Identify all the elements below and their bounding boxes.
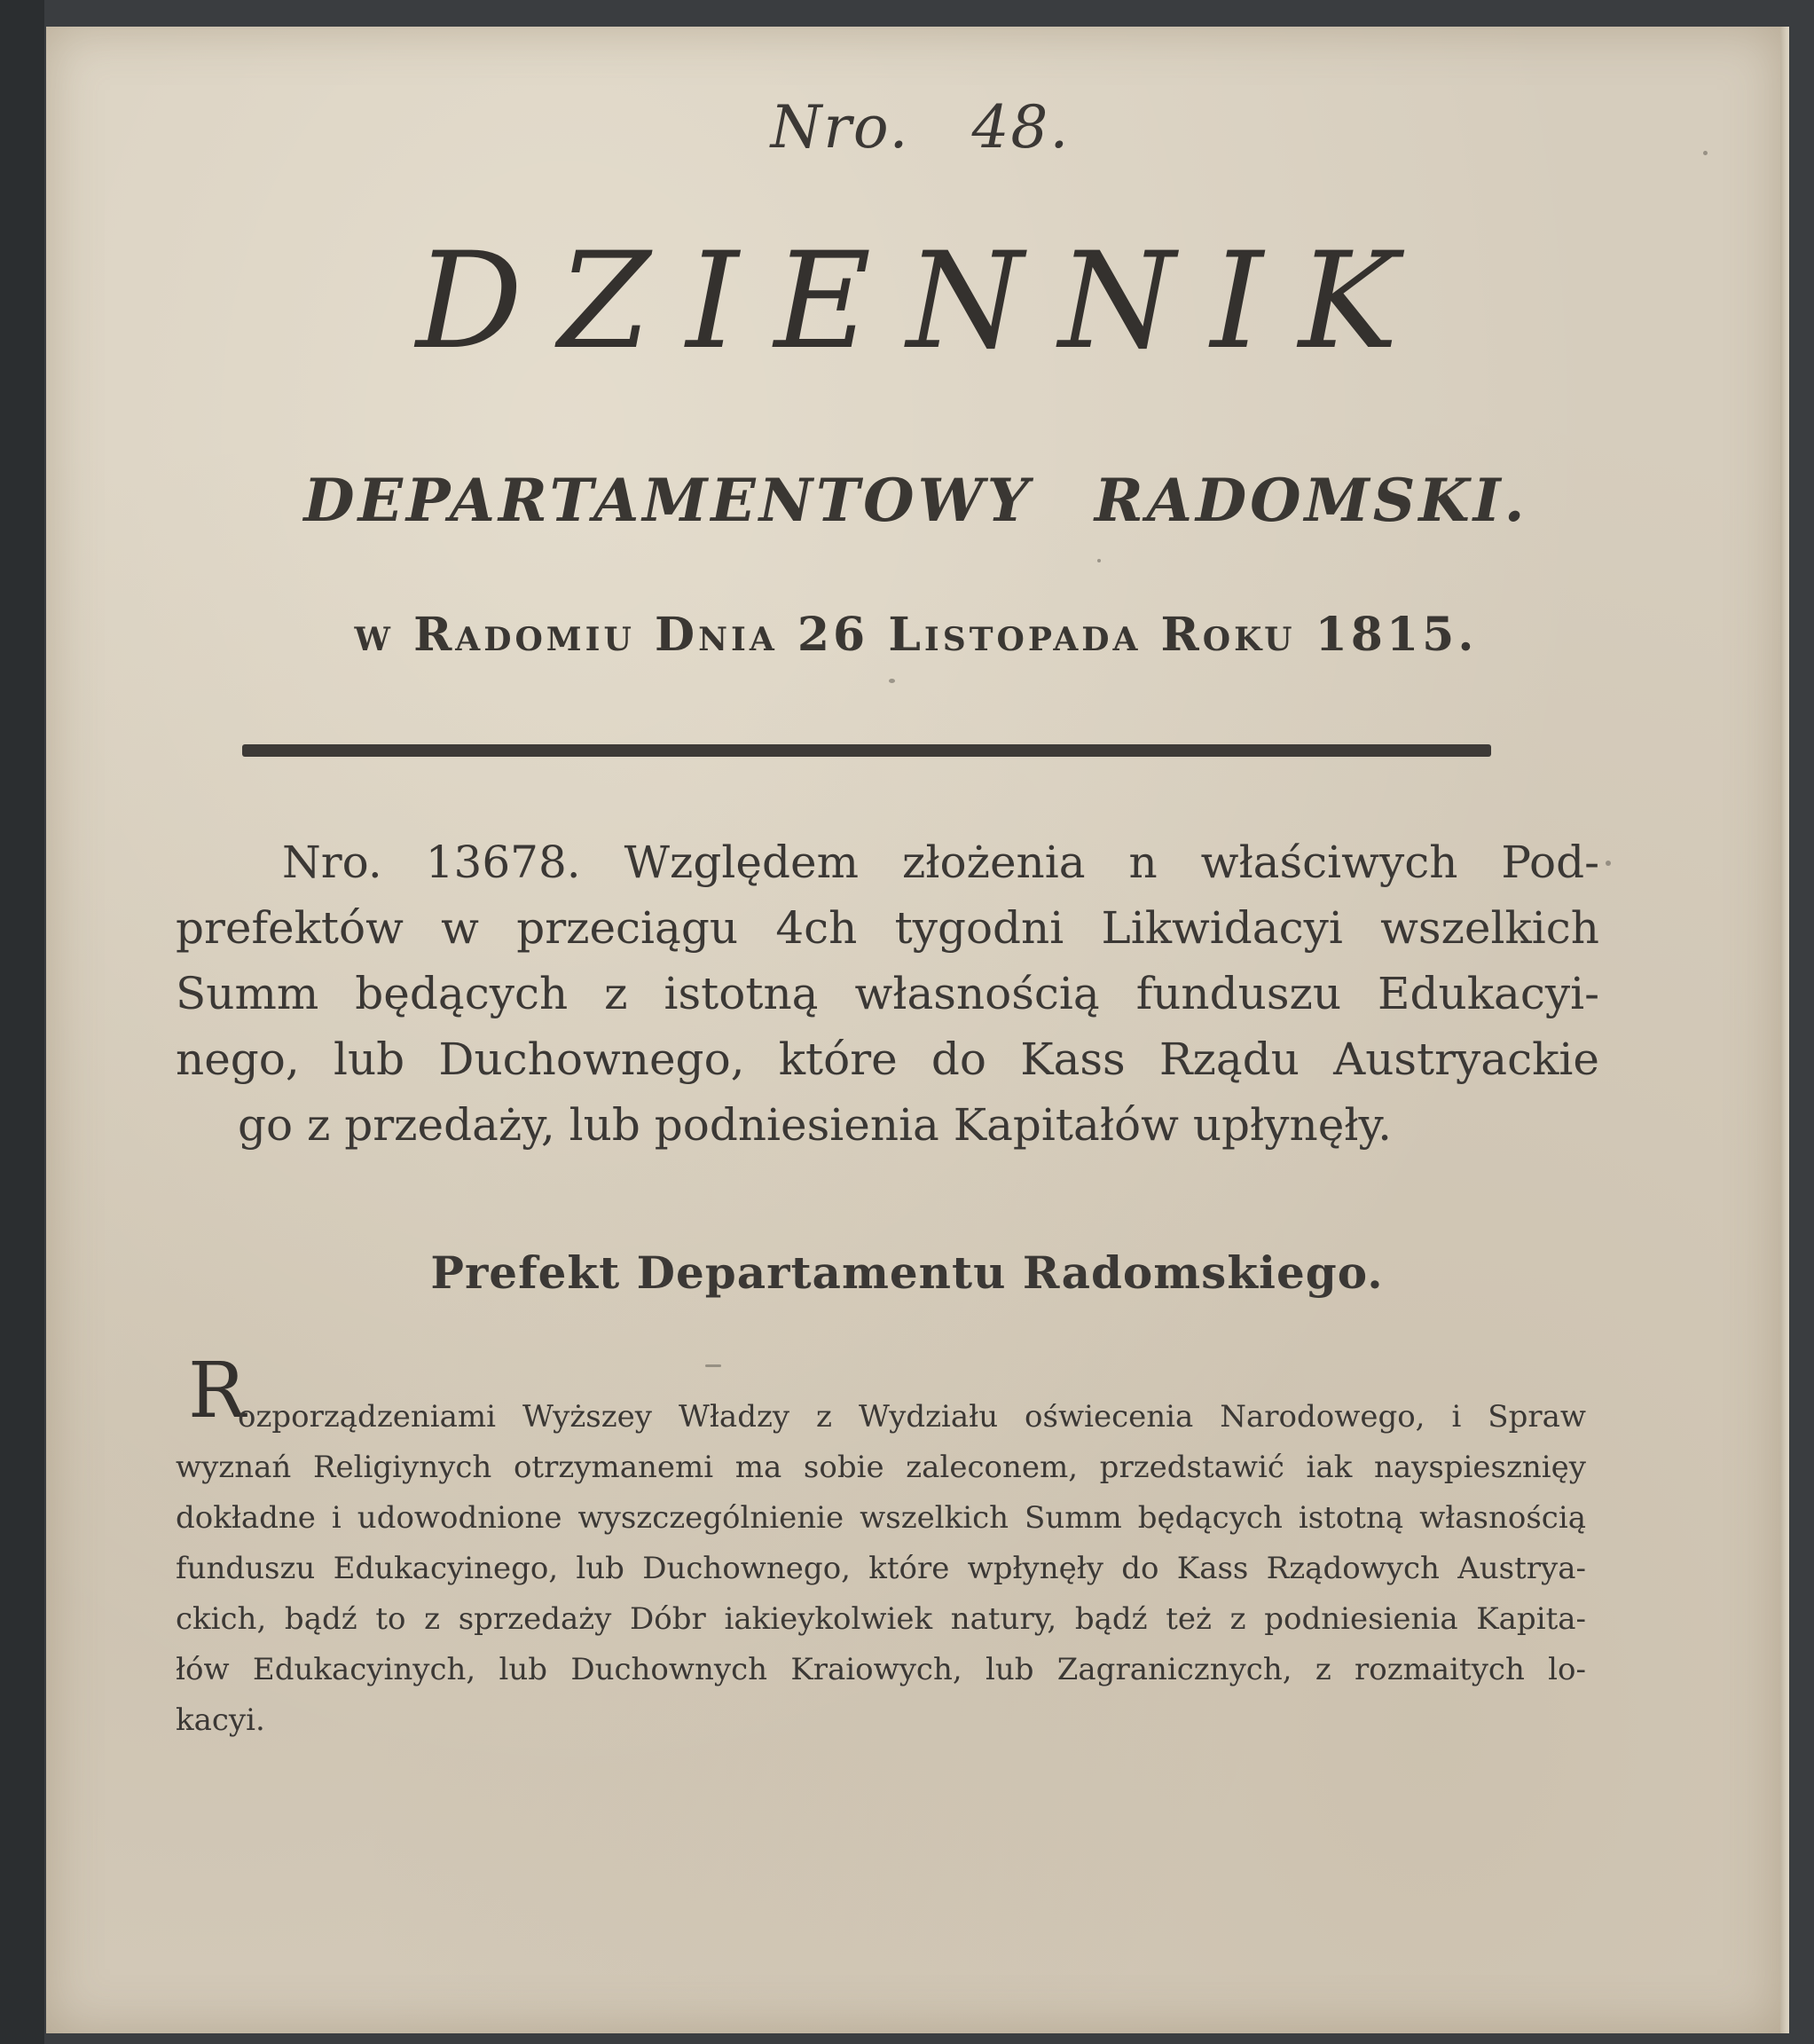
paper-speck	[889, 679, 895, 683]
notice-line: Nro. 13678. Względem złożenia n właściwych Pod-	[282, 837, 1599, 888]
ordinance-line: ozporządzeniami Wyższey Władzy z Wydziału oświecenia Narodowego, i Spraw	[238, 1399, 1586, 1435]
ordinance-line: ckich, bądź to z sprzedaży Dóbr iakieykolwiek natury, bądź też z podniesienia Kapita-	[176, 1601, 1586, 1637]
notice-paragraph	[176, 829, 1599, 1158]
paper-speck	[705, 1364, 721, 1367]
issue-number-value: 48.	[971, 93, 1071, 161]
ordinance-line: dokładne i udowodnione wyszczególnienie wszelkich Summ będących istotną własnością	[176, 1500, 1586, 1536]
ordinance-dropcap: R	[188, 1347, 246, 1435]
dateline: w Radomiu Dnia 26 Listopada Roku 1815.	[354, 608, 1478, 662]
ordinance-paragraph	[176, 1347, 1586, 1746]
header-divider-rule	[242, 744, 1491, 757]
paper-speck	[1606, 861, 1611, 866]
issue-number-prefix: Nro.	[770, 93, 910, 161]
paper-speck	[1097, 559, 1101, 562]
notice-line: Summ będących z istotną własnością funduszu Edukacyi-	[176, 968, 1599, 1019]
newspaper-title: DZIENNIK	[415, 224, 1434, 379]
newspaper-subtitle	[0, 466, 1814, 535]
notice-line: prefektów w przeciągu 4ch tygodni Likwidacyi wszelkich	[176, 902, 1599, 954]
ordinance-line: kacyi.	[176, 1702, 265, 1738]
ordinance-line: łów Edukacyinych, lub Duchownych Kraiowych, lub Zagranicznych, z rozmaitych lo-	[176, 1652, 1586, 1687]
notice-signature: Prefekt Departamentu Radomskiego.	[430, 1246, 1384, 1299]
subtitle-right: RADOMSKI.	[1094, 466, 1528, 535]
issue-number	[0, 93, 1814, 161]
notice-line: go z przedaży, lub podniesienia Kapitałów upłynęły.	[238, 1099, 1393, 1151]
ordinance-line: funduszu Edukacyinego, lub Duchownego, które wpłynęły do Kass Rządowych Austrya-	[176, 1551, 1586, 1586]
paper-speck	[1703, 151, 1708, 155]
subtitle-left: DEPARTAMENTOWY	[303, 466, 1033, 535]
notice-line: nego, lub Duchownego, które do Kass Rządu Austryackie	[176, 1034, 1599, 1085]
ordinance-line: wyznań Religiynych otrzymanemi ma sobie zaleconem, przedstawić iak nayspiesznięy	[176, 1450, 1586, 1485]
